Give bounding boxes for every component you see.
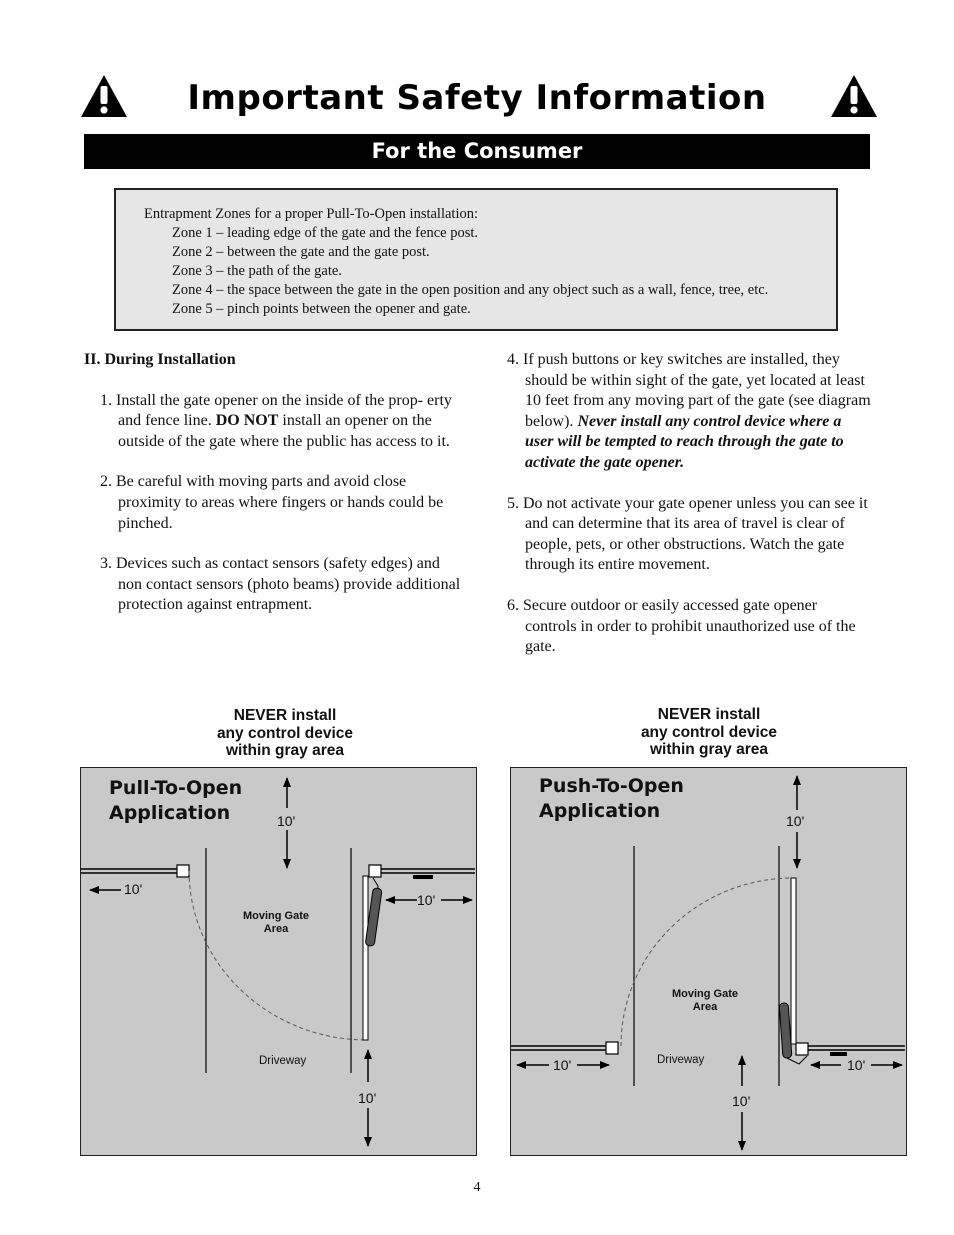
entrapment-zones-box [114, 188, 838, 331]
zones-intro: Entrapment Zones for a proper Pull-To-Open installation: [144, 206, 479, 222]
diagram-title-line: Push-To-Open [539, 775, 684, 797]
distance-label: 10' [553, 1057, 572, 1073]
instruction-1-text: 1. Install the gate opener on the inside of the prop- erty and fence line. [100, 391, 452, 430]
gate-label-line: Area [263, 923, 289, 935]
left-column [84, 350, 464, 616]
instruction-4 [491, 350, 871, 474]
instruction-6: 6. Secure outdoor or easily accessed gate opener controls in order to prohibit unauthorized use of the gate. [507, 596, 856, 656]
instruction-4-emphasis: Never install any control device where a user will be tempted to reach through the gate to activate the gate opener. [525, 412, 844, 471]
instruction-1-emphasis: DO NOT [215, 412, 279, 430]
diagram-title-line: Application [539, 800, 661, 822]
right-column [491, 350, 871, 658]
page-number: 4 [473, 1180, 481, 1195]
zone-item: Zone 4 – the space between the gate in the open position and any object such as a wall, fence, tree, etc. [172, 282, 769, 298]
note-line: within gray area [225, 742, 344, 759]
diagram-title-line: Application [109, 802, 231, 824]
zone-item: Zone 3 – the path of the gate. [172, 263, 342, 279]
pull-to-open-diagram [80, 767, 477, 1156]
distance-label: 10' [417, 892, 436, 908]
distance-label: 10' [786, 813, 805, 829]
gate-label-line: Moving Gate [242, 910, 309, 922]
gate-label-line: Area [692, 1001, 718, 1013]
distance-label: 10' [358, 1090, 377, 1106]
section-banner: For the Consumer [84, 134, 870, 169]
gate-label-line: Moving Gate [671, 988, 738, 1000]
push-to-open-diagram [510, 767, 907, 1156]
note-line: NEVER install [233, 707, 337, 724]
driveway-label: Driveway [657, 1054, 705, 1066]
instruction-1 [84, 391, 464, 453]
instruction-2: 2. Be careful with moving parts and avoid close proximity to areas where fingers or hands could be pinched. [100, 473, 444, 532]
pull-warning-note [160, 707, 410, 760]
note-line: NEVER install [657, 706, 761, 723]
instruction-4-text: 4. If push buttons or key switches are installed, they should be within sight of the gate, yet located at least 10 feet from any moving part of the gate (see diagram below). [507, 351, 871, 430]
note-line: within gray area [649, 741, 768, 758]
warning-triangle-icon [80, 74, 128, 118]
distance-label: 10' [124, 881, 143, 897]
moving-gate-area-label [650, 988, 760, 1014]
moving-gate-area-label [221, 910, 331, 936]
distance-label: 10' [847, 1057, 866, 1073]
zone-item: Zone 1 – leading edge of the gate and the fence post. [172, 225, 478, 241]
instruction-1-text-end: install an opener on the outside of the gate where the public has access to it. [118, 412, 450, 450]
page-title: Important Safety Information [187, 78, 767, 118]
distance-label: 10' [277, 813, 296, 829]
zone-item: Zone 5 – pinch points between the opener and gate. [172, 301, 471, 317]
section-heading: II. During Installation [84, 351, 236, 368]
push-warning-note [584, 706, 834, 759]
instruction-3: 3. Devices such as contact sensors (safety edges) and non contact sensors (photo beams) provide additional protection against entrapment. [100, 555, 461, 614]
zone-item: Zone 2 – between the gate and the gate post. [172, 244, 430, 260]
driveway-label: Driveway [259, 1055, 307, 1067]
warning-triangle-icon [830, 74, 878, 118]
distance-label: 10' [732, 1093, 751, 1109]
diagram-title-line: Pull-To-Open [109, 777, 243, 799]
instruction-5: 5. Do not activate your gate opener unless you can see it and can determine that its area of travel is clear of people, pets, or other obstructions. Watch the gate through its entire movement. [507, 494, 868, 574]
note-line: any control device [216, 724, 354, 742]
note-line: any control device [640, 723, 778, 741]
push-diagram-drawing [511, 768, 905, 1154]
